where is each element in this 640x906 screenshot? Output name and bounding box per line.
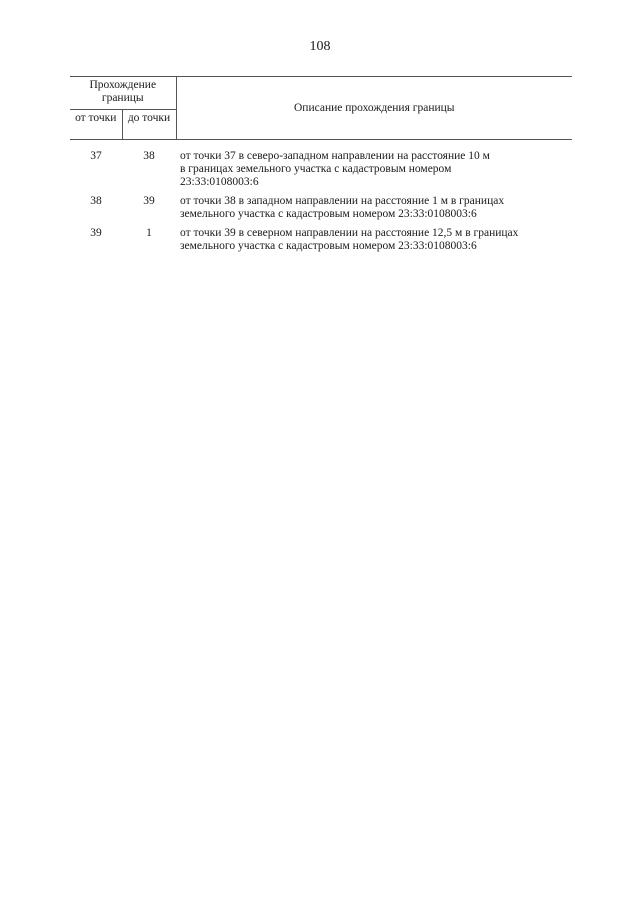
header-description-label: Описание прохождения границы [293, 101, 455, 114]
header-to-point-label: до точки [127, 112, 171, 124]
row-from-point: 37 [90, 150, 102, 162]
header-boundary-passage [70, 77, 176, 110]
row-description-line: от точки 39 в северном направлении на расстояние 12,5 м в границах [180, 227, 519, 239]
table-row [70, 227, 572, 259]
row-from-point: 39 [90, 227, 102, 239]
row-description-line: от точки 38 в западном направлении на расстояние 1 м в границах [180, 195, 505, 207]
row-description-line: от точки 37 в северо-западном направлении на расстояние 10 м [180, 150, 490, 162]
header-description [176, 77, 572, 140]
header-boundary-passage-label: Прохождение границы [89, 79, 157, 104]
row-from-point: 38 [90, 195, 102, 207]
row-to-point: 38 [143, 150, 155, 162]
row-to-point: 1 [146, 227, 152, 239]
row-description [176, 195, 572, 227]
boundary-table [70, 76, 572, 259]
row-description [176, 150, 572, 195]
row-description-line: земельного участка с кадастровым номером 23:33:0108003:6 [180, 240, 477, 252]
row-to-point: 39 [143, 195, 155, 207]
row-description-line: земельного участка с кадастровым номером 23:33:0108003:6 [180, 208, 477, 220]
header-to-point [122, 110, 176, 140]
row-description [176, 227, 572, 259]
row-description-line: 23:33:0108003:6 [180, 176, 259, 188]
header-from-point [70, 110, 122, 140]
table-row [70, 195, 572, 227]
page-number: 108 [309, 39, 331, 54]
row-description-line: в границах земельного участка с кадастровым номером [180, 163, 452, 175]
table-row [70, 150, 572, 195]
header-from-point-label: от точки [75, 112, 117, 124]
